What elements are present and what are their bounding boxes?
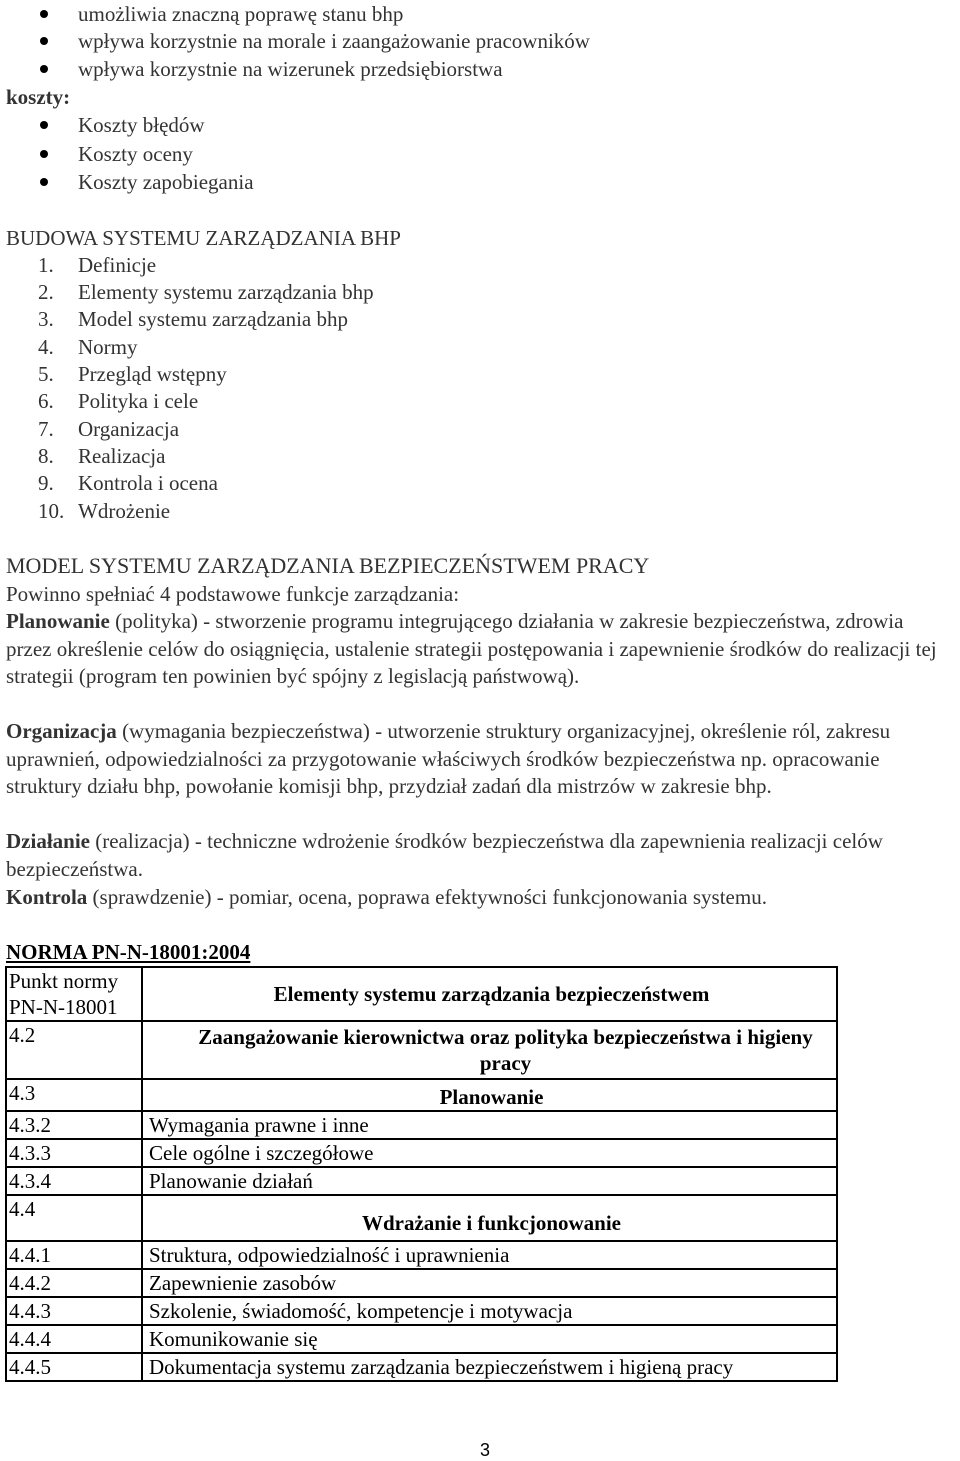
list-item	[38, 470, 218, 497]
table-row	[6, 1325, 837, 1353]
item-number: 8.	[38, 444, 54, 468]
table-row	[6, 1241, 837, 1269]
cell-element: Komunikowanie się	[142, 1325, 837, 1353]
list-item	[38, 416, 179, 443]
norma-table	[5, 966, 838, 1382]
bullet-icon	[40, 65, 48, 73]
table-row	[6, 1269, 837, 1297]
bullet-icon	[40, 150, 48, 158]
cell-element: Cele ogólne i szczegółowe	[142, 1139, 837, 1167]
item-text: Realizacja	[78, 444, 166, 468]
list-item	[38, 252, 156, 279]
cell-point: 4.4	[6, 1195, 142, 1241]
cell-element: Wdrażanie i funkcjonowanie	[142, 1195, 837, 1241]
item-text: Polityka i cele	[78, 389, 199, 413]
list-item	[38, 443, 165, 470]
list-item-text: wpływa korzystnie na morale i zaangażowanie pracowników	[78, 29, 590, 53]
item-number: 5.	[38, 362, 54, 386]
list-item	[38, 279, 374, 306]
cell-element: Zaangażowanie kierownictwa oraz polityka bezpieczeństwa i higieny pracy	[142, 1021, 837, 1079]
cell-point: 4.4.5	[6, 1353, 142, 1381]
term: Organizacja	[6, 719, 117, 743]
term: Kontrola	[6, 885, 88, 909]
table-row	[6, 1353, 837, 1381]
cell-point: 4.2	[6, 1021, 142, 1079]
cell-element: Planowanie	[142, 1079, 837, 1111]
model-heading: MODEL SYSTEMU ZARZĄDZANIA BEZPIECZEŃSTWEM PRACY	[6, 553, 650, 578]
table-row	[6, 1021, 837, 1079]
bullet-icon	[40, 178, 48, 186]
item-number: 6.	[38, 389, 54, 413]
page-number: 3	[480, 1440, 491, 1460]
table-row	[6, 1111, 837, 1139]
cell-element: Wymagania prawne i inne	[142, 1111, 837, 1139]
cell-element: Zapewnienie zasobów	[142, 1269, 837, 1297]
header-point-line2: PN-N-18001	[9, 995, 118, 1019]
model-intro: Powinno spełniać 4 podstawowe funkcje zarządzania:	[6, 582, 460, 606]
cell-point: 4.4.2	[6, 1269, 142, 1297]
cell-point: 4.4.4	[6, 1325, 142, 1353]
item-text: Wdrożenie	[78, 499, 171, 523]
item-number: 2.	[38, 280, 54, 304]
header-point-line1: Punkt normy	[9, 969, 119, 993]
bullet-icon	[40, 10, 48, 18]
list-item	[38, 306, 348, 333]
definition: (realizacja) - techniczne wdrożenie środków bezpieczeństwa dla zapewnienia realizacji celów bezpieczeństwa.	[6, 829, 883, 881]
list-item	[38, 361, 227, 388]
bullet-icon	[40, 121, 48, 129]
table-header-row	[6, 967, 837, 1021]
header-element: Elementy systemu zarządzania bezpieczeństwem	[142, 967, 837, 1021]
kontrola-paragraph	[6, 884, 954, 912]
table-row	[6, 1195, 837, 1241]
item-number: 10.	[38, 499, 65, 523]
definition: (polityka) - stworzenie programu integrującego działania w zakresie bezpieczeństwa, zdrowia przez określenie celów do osiągnięcia, ustalenie strategii postępowania i zapewnienie środków do realizacji tej strategii (program ten powinien być spójny z legislacją państwową).	[6, 609, 937, 688]
bullet-icon	[40, 37, 48, 45]
table-row	[6, 1167, 837, 1195]
item-text: Definicje	[78, 253, 157, 277]
item-text: Kontrola i ocena	[78, 471, 218, 495]
term: Planowanie	[6, 609, 110, 633]
organizacja-paragraph	[6, 718, 954, 801]
cell-element: Struktura, odpowiedzialność i uprawnienia	[142, 1241, 837, 1269]
item-text: Przegląd wstępny	[78, 362, 227, 386]
norma-heading: NORMA PN-N-18001:2004	[6, 940, 251, 964]
cell-point: 4.3.2	[6, 1111, 142, 1139]
cell-point: 4.3	[6, 1079, 142, 1111]
cell-element: Planowanie działań	[142, 1167, 837, 1195]
costs-label: koszty:	[6, 85, 71, 109]
list-item	[38, 388, 198, 415]
item-text: Normy	[78, 335, 138, 359]
item-number: 3.	[38, 307, 54, 331]
list-item-text: umożliwia znaczną poprawę stanu bhp	[78, 2, 404, 26]
definition: (sprawdzenie) - pomiar, ocena, poprawa efektywności funkcjonowania systemu.	[87, 885, 767, 909]
cell-point: 4.4.3	[6, 1297, 142, 1325]
dzialanie-paragraph	[6, 828, 954, 883]
item-text: Model systemu zarządzania bhp	[78, 307, 348, 331]
item-number: 7.	[38, 417, 54, 441]
table-row	[6, 1297, 837, 1325]
table-row	[6, 1079, 837, 1111]
cell-element: Szkolenie, świadomość, kompetencje i motywacja	[142, 1297, 837, 1325]
structure-heading: BUDOWA SYSTEMU ZARZĄDZANIA BHP	[6, 226, 401, 250]
cell-point: 4.3.3	[6, 1139, 142, 1167]
item-number: 4.	[38, 335, 54, 359]
planowanie-paragraph	[6, 608, 954, 691]
list-item-text: Koszty błędów	[78, 113, 205, 137]
cell-point: 4.4.1	[6, 1241, 142, 1269]
header-point	[6, 967, 142, 1021]
list-item-text: wpływa korzystnie na wizerunek przedsiębiorstwa	[78, 57, 503, 81]
item-text: Elementy systemu zarządzania bhp	[78, 280, 374, 304]
item-number: 9.	[38, 471, 54, 495]
table-row	[6, 1139, 837, 1167]
cell-element: Dokumentacja systemu zarządzania bezpieczeństwem i higieną pracy	[142, 1353, 837, 1381]
list-item	[38, 334, 138, 361]
list-item-text: Koszty zapobiegania	[78, 170, 254, 194]
list-item-text: Koszty oceny	[78, 142, 193, 166]
term: Działanie	[6, 829, 90, 853]
list-item	[38, 498, 170, 525]
item-text: Organizacja	[78, 417, 180, 441]
cell-point: 4.3.4	[6, 1167, 142, 1195]
definition: (wymagania bezpieczeństwa) - utworzenie struktury organizacyjnej, określenie ról, zakresu uprawnień, odpowiedzialności za przygotowanie właściwych środków bezpieczeństwa np. opracowanie struktury działu bhp, powołanie komisji bhp, przydział zadań dla mistrzów w zakresie bhp.	[6, 719, 891, 798]
item-number: 1.	[38, 253, 54, 277]
